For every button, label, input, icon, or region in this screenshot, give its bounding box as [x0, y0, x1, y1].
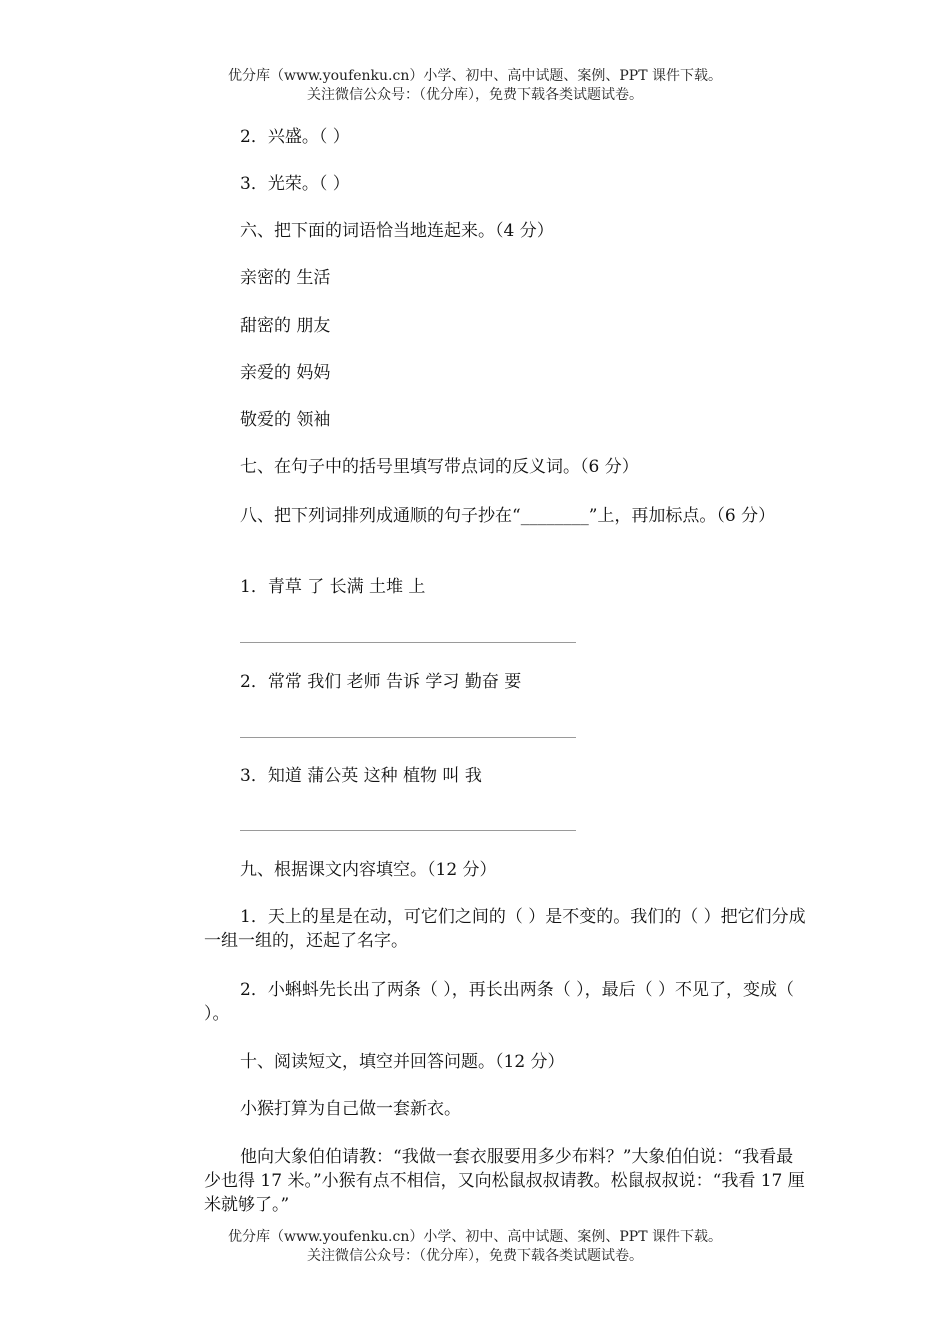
passage-paragraph-1: 小猴打算为自己做一套新衣。: [240, 1099, 461, 1119]
section7-title: 七、在句子中的括号里填写带点词的反义词。（6 分）: [240, 457, 639, 477]
section6-row: 敬爱的 领袖: [240, 410, 331, 430]
header-line-2: 关注微信公众号：（优分库），免费下载各类试题试卷。: [307, 87, 643, 103]
section9-title: 九、根据课文内容填空。（12 分）: [240, 860, 497, 880]
header-line-1: 优分库（www.youfenku.cn）小学、初中、高中试题、案例、PPT 课件下载。: [227, 68, 722, 84]
section5-item-2: 2．兴盛。（ ）: [240, 127, 350, 147]
section5-item-3: 3．光荣。（ ）: [240, 174, 350, 194]
section8-item: 1．青草 了 长满 土堆 上: [240, 577, 426, 597]
answer-blank-line: [240, 737, 576, 738]
footer-line-2: 关注微信公众号：（优分库），免费下载各类试题试卷。: [307, 1248, 643, 1264]
answer-blank-line: [240, 830, 576, 831]
section8-item: 3．知道 蒲公英 这种 植物 叫 我: [240, 766, 482, 786]
section8-item: 2．常常 我们 老师 告诉 学习 勤奋 要: [240, 672, 522, 692]
section6-title: 六、把下面的词语恰当地连起来。（4 分）: [240, 221, 554, 241]
section10-title: 十、阅读短文，填空并回答问题。（12 分）: [240, 1052, 565, 1072]
section9-question-2: 2．小蝌蚪先长出了两条（ ），再长出两条（ ），最后（ ）不见了，变成（ ）。: [204, 980, 795, 1024]
section9-question-1: 1．天上的星是在动，可它们之间的（ ）是不变的。我们的（ ）把它们分成一组一组的，还起了名字。: [204, 907, 806, 951]
footer-line-1: 优分库（www.youfenku.cn）小学、初中、高中试题、案例、PPT 课件下载。: [227, 1229, 722, 1245]
section6-row: 亲爱的 妈妈: [240, 363, 331, 383]
section6-row: 甜密的 朋友: [240, 316, 331, 336]
section6-row: 亲密的 生活: [240, 268, 331, 288]
section8-title: 八、把下列词排列成通顺的句子抄在“________”上，再加标点。（6 分）: [240, 506, 776, 526]
answer-blank-line: [240, 642, 576, 643]
passage-paragraph-2: 他向大象伯伯请教：“我做一套衣服要用多少布料？”大象伯伯说：“我看最少也得 17 米。”小猴有点不相信，又向松鼠叔叔请教。松鼠叔叔说：“我看 17 厘米就够了。”: [204, 1147, 805, 1215]
